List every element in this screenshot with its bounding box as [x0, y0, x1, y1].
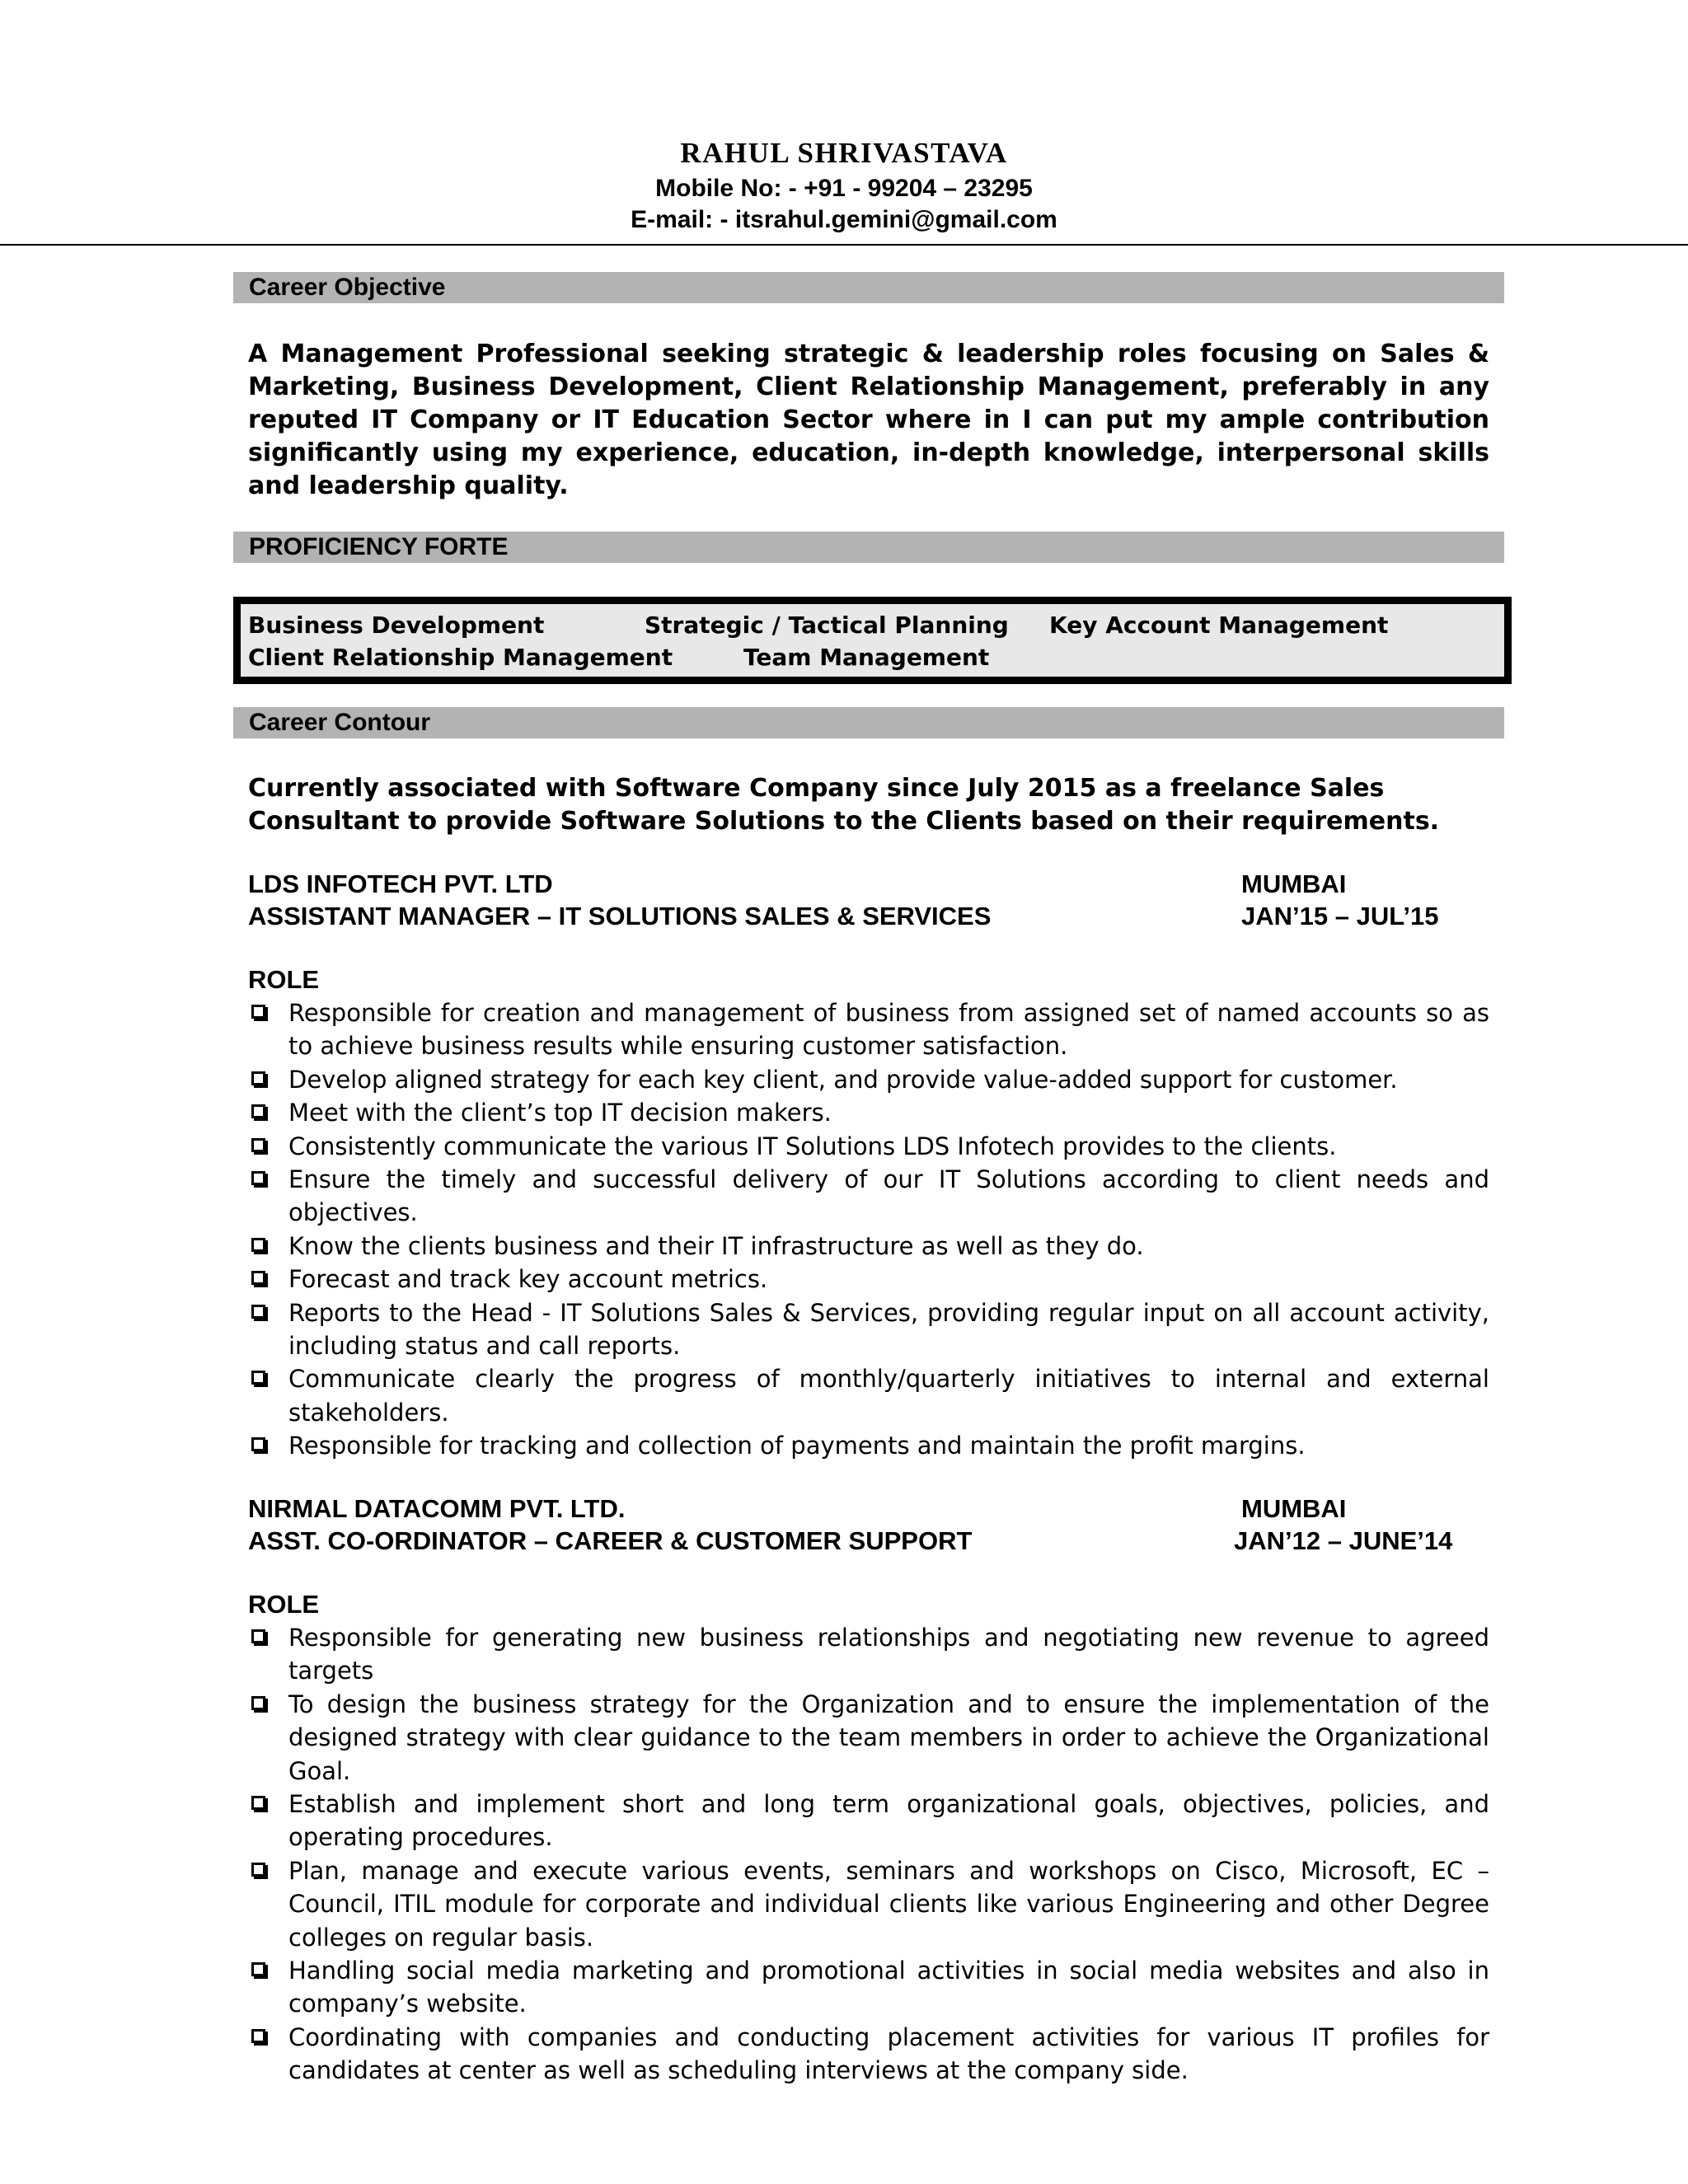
skill-item: Key Account Management — [1049, 612, 1389, 639]
email-address: E-mail: - itsrahul.gemini@gmail.com — [631, 206, 1057, 233]
checkbox-bullet-icon — [251, 2029, 265, 2043]
header-divider — [0, 244, 1688, 246]
job-location: MUMBAI — [1241, 1494, 1347, 1523]
job-designation: ASSISTANT MANAGER – IT SOLUTIONS SALES & SERVICES — [248, 902, 992, 930]
career-objective-heading: Career Objective — [233, 272, 1504, 303]
checkbox-bullet-icon — [251, 1305, 265, 1319]
career-objective-text: A Management Professional seeking strategic & leadership roles focusing on Sales & Marketing, Business Development, Client Relationship Management, preferably in any reputed IT Company or IT Education Sector where in I can put my ample contribution significantly using my experience, education, in-depth knowledge, interpersonal skills and leadership quality. — [248, 340, 1489, 500]
checkbox-bullet-icon — [251, 1863, 265, 1877]
list-item: Coordinating with companies and conducting placement activities for various IT profiles for candidates at center as well as scheduling interviews at the company side. — [248, 2021, 1489, 2088]
list-item: Develop aligned strategy for each key client, and provide value-added support for customer. — [248, 1063, 1489, 1096]
role-list — [248, 996, 1489, 1463]
list-item: Responsible for generating new business relationships and negotiating new revenue to agreed targets — [248, 1621, 1489, 1688]
mobile-number: Mobile No: - +91 - 99204 – 23295 — [655, 175, 1033, 202]
checkbox-bullet-icon — [251, 1005, 265, 1019]
list-item: Reports to the Head - IT Solutions Sales & Services, providing regular input on all account activity, including status and call reports. — [248, 1296, 1489, 1363]
list-item: Meet with the client’s top IT decision makers. — [248, 1096, 1489, 1129]
list-item: Handling social media marketing and promotional activities in social media websites and also in company’s website. — [248, 1954, 1489, 2021]
job-period: JAN’12 – JUNE’14 — [1234, 1526, 1453, 1555]
checkbox-bullet-icon — [251, 1138, 265, 1152]
checkbox-bullet-icon — [251, 1271, 265, 1285]
role-list — [248, 1621, 1489, 2088]
list-item: Plan, manage and execute various events, seminars and workshops on Cisco, Microsoft, EC – Council, ITIL module for corporate and individual clients like various Engineering and other Degree colleges on regular basis. — [248, 1854, 1489, 1954]
candidate-name: RAHUL SHRIVASTAVA — [680, 137, 1008, 169]
job-company: NIRMAL DATACOMM PVT. LTD. — [248, 1494, 626, 1523]
checkbox-bullet-icon — [251, 1796, 265, 1810]
proficiency-box — [233, 597, 1512, 684]
role-label: ROLE — [248, 1590, 320, 1619]
list-item: Know the clients business and their IT infrastructure as well as they do. — [248, 1230, 1489, 1263]
career-contour-heading: Career Contour — [233, 707, 1504, 738]
job-designation: ASST. CO-ORDINATOR – CAREER & CUSTOMER SUPPORT — [248, 1526, 973, 1555]
skill-item: Business Development — [248, 612, 545, 639]
job-company: LDS INFOTECH PVT. LTD — [248, 869, 553, 898]
job-location: MUMBAI — [1241, 869, 1347, 898]
list-item: Establish and implement short and long term organizational goals, objectives, policies, and operating procedures. — [248, 1788, 1489, 1854]
checkbox-bullet-icon — [251, 1962, 265, 1976]
list-item: Forecast and track key account metrics. — [248, 1263, 1489, 1296]
list-item: Consistently communicate the various IT Solutions LDS Infotech provides to the clients. — [248, 1130, 1489, 1163]
skill-item: Strategic / Tactical Planning — [645, 612, 1009, 639]
checkbox-bullet-icon — [251, 1437, 265, 1451]
list-item: Ensure the timely and successful delivery of our IT Solutions according to client needs and objectives. — [248, 1163, 1489, 1230]
checkbox-bullet-icon — [251, 1104, 265, 1118]
checkbox-bullet-icon — [251, 1171, 265, 1185]
checkbox-bullet-icon — [251, 1071, 265, 1085]
career-contour-intro: Currently associated with Software Company since July 2015 as a freelance Sales Consultant to provide Software Solutions to the Clients based on their requirements. — [248, 774, 1440, 836]
list-item: Responsible for tracking and collection of payments and maintain the profit margins. — [248, 1429, 1489, 1462]
skill-item: Client Relationship Management — [248, 644, 673, 671]
checkbox-bullet-icon — [251, 1629, 265, 1643]
list-item: Communicate clearly the progress of monthly/quarterly initiatives to internal and external stakeholders. — [248, 1362, 1489, 1429]
proficiency-heading: PROFICIENCY FORTE — [233, 532, 1504, 563]
checkbox-bullet-icon — [251, 1371, 265, 1385]
role-label: ROLE — [248, 965, 320, 994]
skill-item: Team Management — [743, 644, 990, 671]
checkbox-bullet-icon — [251, 1696, 265, 1710]
checkbox-bullet-icon — [251, 1238, 265, 1252]
list-item: To design the business strategy for the Organization and to ensure the implementation of the designed strategy with clear guidance to the team members in order to achieve the Organizational Goal. — [248, 1688, 1489, 1788]
job-period: JAN’15 – JUL’15 — [1241, 902, 1439, 930]
list-item: Responsible for creation and management of business from assigned set of named accounts so as to achieve business results while ensuring customer satisfaction. — [248, 996, 1489, 1063]
